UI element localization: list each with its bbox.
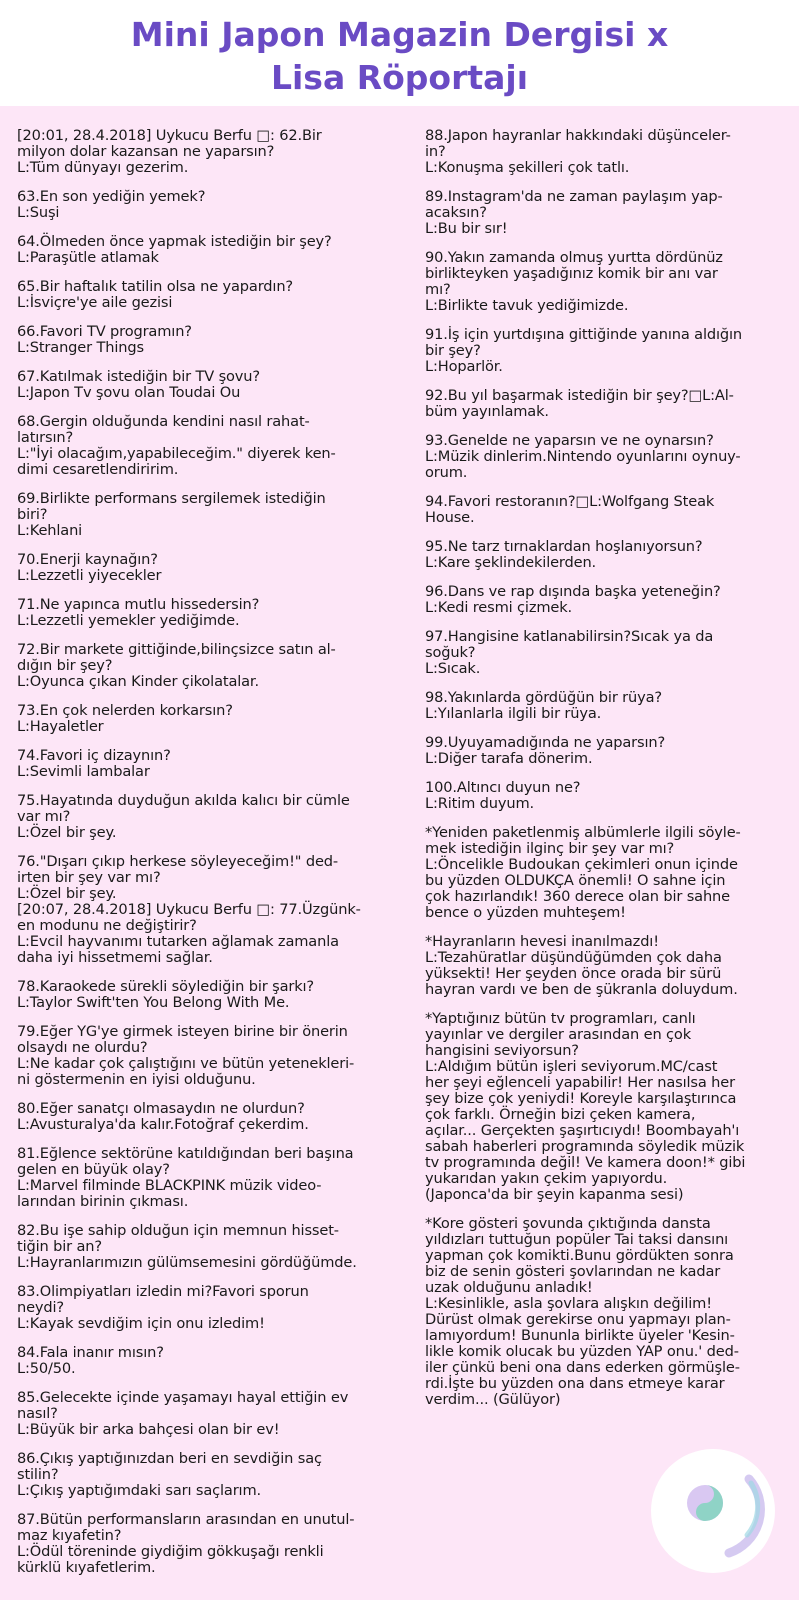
- qa-line: L:Evcil hayvanımı tutarken ağlamak zamanla: [17, 933, 339, 950]
- qa-line: orum.: [425, 464, 468, 481]
- qa-line: 82.Bu işe sahip olduğun için memnun hisset-: [17, 1222, 339, 1239]
- qa-line: yukarıdan yakın çekim yapıyordu.: [425, 1170, 668, 1187]
- qa-block: [17, 279, 395, 311]
- qa-line: yüksekti! Her şeyden önce orada bir sürü: [425, 965, 722, 982]
- qa-line: 95.Ne tarz tırnaklardan hoşlanıyorsun?: [425, 538, 703, 555]
- qa-block: [425, 250, 787, 314]
- qa-line: L:Çıkış yaptığımdaki sarı saçlarım.: [17, 1482, 262, 1499]
- qa-line: bir şey?: [425, 342, 481, 359]
- qa-block: [17, 703, 395, 735]
- qa-line: 76."Dışarı çıkıp herkese söyleyeceğim!" ded-: [17, 853, 339, 870]
- qa-block: [17, 369, 395, 401]
- qa-line: 86.Çıkış yaptığınızdan beri en sevdiğin saç: [17, 1450, 322, 1467]
- qa-line: 96.Dans ve rap dışında başka yeteneğin?: [425, 583, 721, 600]
- qa-line: L:Suşi: [17, 204, 60, 221]
- qa-line: birlikteyken yaşadığınız komik bir anı var: [425, 265, 718, 282]
- qa-line: 64.Ölmeden önce yapmak istediğin bir şey?: [17, 233, 332, 250]
- qa-line: L:Özel bir şey.: [17, 824, 117, 841]
- qa-block: [17, 189, 395, 221]
- qa-block: [425, 735, 787, 767]
- qa-block: [17, 128, 395, 176]
- qa-line: yayınlar ve dergiler arasından en çok: [425, 1026, 691, 1043]
- qa-line: mı?: [425, 281, 451, 298]
- qa-block: [425, 780, 787, 812]
- qa-block: [425, 494, 787, 526]
- qa-line: L:Marvel filminde BLACKPINK müzik video-: [17, 1177, 322, 1194]
- qa-line: en modunu ne değiştirir?: [17, 917, 197, 934]
- qa-block: [425, 934, 787, 998]
- qa-line: L:Konuşma şekilleri çok tatlı.: [425, 159, 630, 176]
- qa-line: larından birinin çıkması.: [17, 1193, 189, 1210]
- qa-line: 85.Gelecekte içinde yaşamayı hayal ettiğin ev: [17, 1389, 349, 1406]
- qa-line: 99.Uyuyamadığında ne yaparsın?: [425, 734, 666, 751]
- header-banner: [0, 0, 799, 106]
- qa-line: L:Kare şeklindekilerden.: [425, 554, 597, 571]
- qa-line: 71.Ne yapınca mutlu hissedersin?: [17, 596, 260, 613]
- title-line-2: Lisa Röportajı: [270, 58, 529, 97]
- qa-block: [17, 854, 395, 966]
- qa-line: L:Kesinlikle, asla şovlara alışkın değilim!: [425, 1295, 712, 1312]
- qa-line: çok farklı. Örneğin bizi çeken kamera,: [425, 1106, 696, 1123]
- qa-line: L:Sevimli lambalar: [17, 763, 150, 780]
- qa-block: [17, 793, 395, 841]
- qa-line: L:Ritim duyum.: [425, 795, 535, 812]
- qa-line: L:Hoparlör.: [425, 358, 503, 375]
- qa-line: bence o yüzden muhteşem!: [425, 904, 626, 921]
- qa-block: [17, 1284, 395, 1332]
- qa-line: sabah haberleri programında söyledik müzik: [425, 1138, 745, 1155]
- qa-block: [425, 690, 787, 722]
- qa-line: likle komik olucak bu yüzden YAP onu.' ded-: [425, 1343, 739, 1360]
- qa-block: [425, 1011, 787, 1203]
- qa-line: L:Paraşütle atlamak: [17, 249, 159, 266]
- qa-block: [17, 979, 395, 1011]
- qa-block: [425, 327, 787, 375]
- qa-line: 90.Yakın zamanda olmuş yurtta dördünüz: [425, 249, 723, 266]
- qa-line: 94.Favori restoranın?□L:Wolfgang Steak: [425, 493, 715, 510]
- qa-line: dığın bir şey?: [17, 657, 113, 674]
- left-column: [17, 128, 395, 1589]
- qa-line: mek istediğin ilginç bir şey var mı?: [425, 840, 675, 857]
- qa-line: L:Sıcak.: [425, 660, 481, 677]
- qa-line: 80.Eğer sanatçı olmasaydın ne olurdun?: [17, 1100, 305, 1117]
- qa-line: L:Hayaletler: [17, 718, 104, 735]
- qa-line: 84.Fala inanır mısın?: [17, 1344, 164, 1361]
- qa-line: olsaydı ne olurdu?: [17, 1039, 148, 1056]
- qa-line: gelen en büyük olay?: [17, 1161, 170, 1178]
- qa-block: [425, 539, 787, 571]
- qa-line: *Yeniden paketlenmiş albümlerle ilgili söyle-: [425, 824, 741, 841]
- qa-block: [17, 1146, 395, 1210]
- qa-line: L:Diğer tarafa dönerim.: [425, 750, 593, 767]
- qa-line: 98.Yakınlarda gördüğün bir rüya?: [425, 689, 662, 706]
- qa-line: (Japonca'da bir şeyin kapanma sesi): [425, 1186, 684, 1203]
- qa-block: [17, 642, 395, 690]
- qa-line: L:Kehlani: [17, 522, 83, 539]
- qa-line: 91.İş için yurtdışına gittiğinde yanına aldığın: [425, 326, 743, 343]
- qa-line: L:Japon Tv şovu olan Toudai Ou: [17, 384, 241, 401]
- qa-line: L:Bu bir sır!: [425, 220, 508, 237]
- qa-block: [17, 1390, 395, 1438]
- qa-line: lamıyordum! Bununla birlikte üyeler 'Kesin-: [425, 1327, 735, 1344]
- qa-line: 67.Katılmak istediğin bir TV şovu?: [17, 368, 260, 385]
- qa-line: nasıl?: [17, 1405, 58, 1422]
- qa-line: 87.Bütün performansların arasından en unutul-: [17, 1511, 355, 1528]
- qa-block: [17, 1345, 395, 1377]
- qa-line: bu yüzden OLDUKÇA önemli! O sahne için: [425, 872, 726, 889]
- qa-line: kürklü kıyafetlerim.: [17, 1559, 156, 1576]
- qa-line: *Hayranların hevesi inanılmazdı!: [425, 933, 659, 950]
- watermark-logo: [651, 1449, 775, 1573]
- qa-block: [17, 414, 395, 478]
- qa-block: [17, 748, 395, 780]
- qa-line: L:Lezzetli yiyecekler: [17, 567, 162, 584]
- qa-line: hangisini seviyorsun?: [425, 1042, 579, 1059]
- qa-line: maz kıyafetin?: [17, 1527, 122, 1544]
- qa-line: 69.Birlikte performans sergilemek istediğin: [17, 490, 326, 507]
- qa-line: stilin?: [17, 1466, 59, 1483]
- qa-line: L:Kayak sevdiğim için onu izledim!: [17, 1315, 265, 1332]
- qa-block: [17, 1451, 395, 1499]
- qa-line: [20:01, 28.4.2018] Uykucu Berfu □: 62.Bir: [17, 127, 322, 144]
- qa-line: L:Kedi resmi çizmek.: [425, 599, 573, 616]
- qa-line: [20:07, 28.4.2018] Uykucu Berfu □: 77.Üzgünk-: [17, 901, 361, 918]
- qa-line: 72.Bir markete gittiğinde,bilinçsizce satın al-: [17, 641, 336, 658]
- qa-line: L:Stranger Things: [17, 339, 144, 356]
- qa-line: 70.Enerji kaynağın?: [17, 551, 158, 568]
- qa-line: L:İsviçre'ye aile gezisi: [17, 294, 173, 311]
- qa-line: tv programında değil! Ve kamera doon!* gibi: [425, 1154, 746, 1171]
- qa-line: L:Özel bir şey.: [17, 885, 117, 902]
- qa-line: yapman çok komikti.Bunu gördükten sonra: [425, 1247, 734, 1264]
- qa-block: [17, 491, 395, 539]
- qa-line: in?: [425, 143, 446, 160]
- qa-line: L:Büyük bir arka bahçesi olan bir ev!: [17, 1421, 280, 1438]
- qa-line: 65.Bir haftalık tatilin olsa ne yapardın?: [17, 278, 294, 295]
- qa-line: L:Müzik dinlerim.Nintendo oyunlarını oynuy-: [425, 448, 741, 465]
- qa-line: şey bize çok yeniydi! Koreyle karşılaştırınca: [425, 1090, 737, 1107]
- qa-line: L:Birlikte tavuk yediğimizde.: [425, 297, 629, 314]
- page-title: [0, 13, 799, 99]
- qa-line: L:Öncelikle Budoukan çekimleri onun içinde: [425, 856, 738, 873]
- qa-block: [425, 189, 787, 237]
- title-line-1: Mini Japon Magazin Dergisi x: [130, 15, 669, 54]
- qa-line: büm yayınlamak.: [425, 403, 549, 420]
- qa-line: L:Taylor Swift'ten You Belong With Me.: [17, 994, 290, 1011]
- qa-line: irten bir şey var mı?: [17, 869, 161, 886]
- qa-line: *Yaptığınız bütün tv programları, canlı: [425, 1010, 696, 1027]
- qa-line: 75.Hayatında duyduğun akılda kalıcı bir cümle: [17, 792, 350, 809]
- qa-line: L:Ödül töreninde giydiğim gökkuşağı renkli: [17, 1543, 324, 1560]
- qa-line: ni göstermenin en iyisi olduğunu.: [17, 1071, 256, 1088]
- qa-line: hayran vardı ve ben de şükranla doluydum.: [425, 981, 738, 998]
- qa-line: 79.Eğer YG'ye girmek isteyen birine bir önerin: [17, 1023, 348, 1040]
- qa-line: L:Tüm dünyayı gezerim.: [17, 159, 189, 176]
- qa-line: biz de senin gösteri şovlarından ne kadar: [425, 1263, 721, 1280]
- qa-line: 83.Olimpiyatları izledin mi?Favori sporun: [17, 1283, 309, 1300]
- qa-block: [425, 388, 787, 420]
- qa-line: dimi cesaretlendiririm.: [17, 461, 179, 478]
- qa-line: L:50/50.: [17, 1360, 76, 1377]
- qa-line: yıldızları tuttuğun popüler Tai taksi dansını: [425, 1231, 729, 1248]
- qa-line: 81.Eğlence sektörüne katıldığından beri başına: [17, 1145, 354, 1162]
- qa-line: verdim... (Gülüyor): [425, 1391, 561, 1408]
- qa-block: [17, 234, 395, 266]
- qa-line: neydi?: [17, 1299, 65, 1316]
- qa-line: 89.Instagram'da ne zaman paylaşım yap-: [425, 188, 723, 205]
- qa-line: Dürüst olmak gerekirse onu yapmayı plan-: [425, 1311, 731, 1328]
- qa-line: House.: [425, 509, 475, 526]
- qa-line: 63.En son yediğin yemek?: [17, 188, 206, 205]
- qa-block: [17, 324, 395, 356]
- qa-block: [425, 433, 787, 481]
- qa-line: 100.Altıncı duyun ne?: [425, 779, 581, 796]
- qa-block: [425, 825, 787, 921]
- qa-line: L:Aldığım bütün işleri seviyorum.MC/cast: [425, 1058, 718, 1075]
- qa-block: [17, 1024, 395, 1088]
- qa-line: var mı?: [17, 808, 71, 825]
- qa-block: [17, 1101, 395, 1133]
- qa-block: [425, 1216, 787, 1408]
- yin-yang-icon: [685, 1483, 725, 1523]
- qa-line: acaksın?: [425, 204, 487, 221]
- qa-line: her şeyi eğlenceli yapabilir! Her nasılsa her: [425, 1074, 735, 1091]
- qa-line: iler çünkü beni ona dans ederken görmüşle-: [425, 1359, 740, 1376]
- qa-line: L:Yılanlarla ilgili bir rüya.: [425, 705, 602, 722]
- right-column: [425, 128, 787, 1421]
- qa-line: L:Lezzetli yemekler yediğimde.: [17, 612, 240, 629]
- qa-line: 78.Karaokede sürekli söylediğin bir şarkı?: [17, 978, 315, 995]
- qa-line: 92.Bu yıl başarmak istediğin bir şey?□L:Al-: [425, 387, 734, 404]
- qa-block: [17, 1512, 395, 1576]
- qa-line: milyon dolar kazansan ne yaparsın?: [17, 143, 275, 160]
- qa-block: [425, 128, 787, 176]
- qa-line: latırsın?: [17, 429, 74, 446]
- qa-block: [17, 552, 395, 584]
- qa-line: biri?: [17, 506, 48, 523]
- qa-block: [17, 1223, 395, 1271]
- qa-line: rdi.İşte bu yüzden ona dans etmeye karar: [425, 1375, 725, 1392]
- qa-line: 97.Hangisine katlanabilirsin?Sıcak ya da: [425, 628, 714, 645]
- qa-line: 93.Genelde ne yaparsın ve ne oynarsın?: [425, 432, 714, 449]
- qa-line: 68.Gergin olduğunda kendini nasıl rahat-: [17, 413, 310, 430]
- qa-line: L:Oyunca çıkan Kinder çikolatalar.: [17, 673, 259, 690]
- qa-line: 73.En çok nelerden korkarsın?: [17, 702, 233, 719]
- qa-line: açılar... Gerçekten şaşırtıcıydı! Boombayah'ı: [425, 1122, 740, 1139]
- qa-block: [425, 629, 787, 677]
- qa-line: L:Tezahüratlar düşündüğümden çok daha: [425, 949, 722, 966]
- qa-line: L:Hayranlarımızın gülümsemesini gördüğümde.: [17, 1254, 357, 1271]
- qa-line: tiğin bir an?: [17, 1238, 102, 1255]
- qa-line: uzak olduğunu anladık!: [425, 1279, 593, 1296]
- qa-line: L:"İyi olacağım,yapabileceğim." diyerek ken-: [17, 445, 336, 462]
- qa-line: soğuk?: [425, 644, 476, 661]
- qa-block: [17, 597, 395, 629]
- qa-line: 88.Japon hayranlar hakkındaki düşünceler-: [425, 127, 731, 144]
- qa-line: *Kore gösteri şovunda çıktığında dansta: [425, 1215, 711, 1232]
- qa-line: L:Avusturalya'da kalır.Fotoğraf çekerdim.: [17, 1116, 309, 1133]
- qa-line: daha iyi hissetmemi sağlar.: [17, 949, 213, 966]
- qa-line: çok hazırlandık! 360 derece olan bir sahne: [425, 888, 730, 905]
- qa-line: L:Ne kadar çok çalıştığını ve bütün yetenekleri-: [17, 1055, 355, 1072]
- qa-block: [425, 584, 787, 616]
- qa-line: 74.Favori iç dizaynın?: [17, 747, 171, 764]
- qa-line: 66.Favori TV programın?: [17, 323, 192, 340]
